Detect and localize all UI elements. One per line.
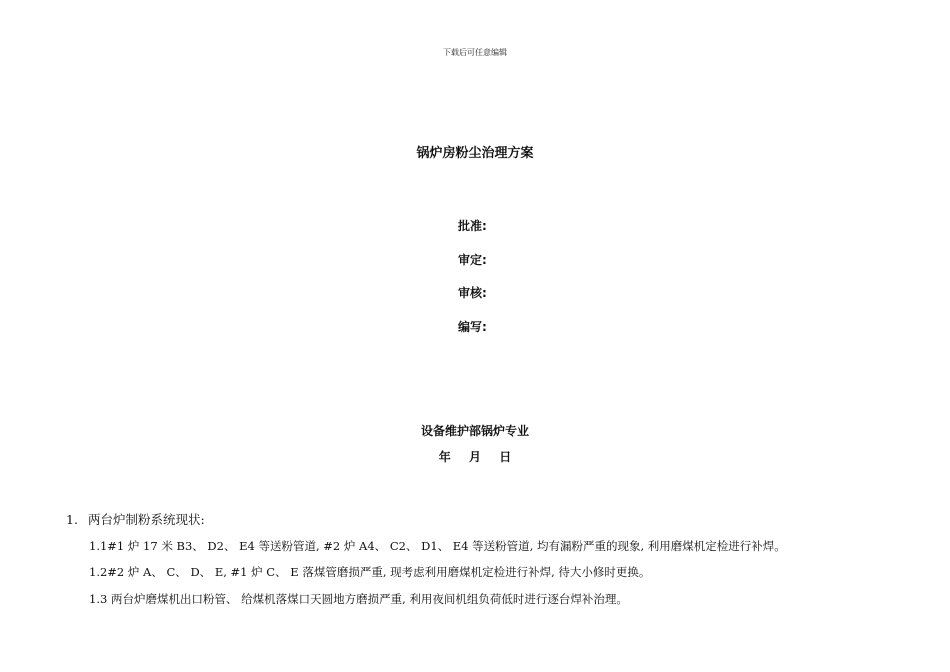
department-name: 设备维护部锅炉专业 xyxy=(420,424,529,438)
header-note: 下载后可任意编辑 xyxy=(443,48,507,57)
document-title: 锅炉房粉尘治理方案 xyxy=(416,146,534,161)
review-label: 审定: xyxy=(458,252,487,267)
list-item: 1.3 两台炉磨煤机出口粉管、 给煤机落煤口天圆地方磨损严重, 利用夜间机组负荷低时进行逐台焊补治理。 xyxy=(89,592,628,606)
list-item: 1.2#2 炉 A、 C、 D、 E, #1 炉 C、 E 落煤管磨损严重, 现考虑利用磨煤机定检进行补焊, 待大小修时更换。 xyxy=(89,565,651,579)
date-day: 日 xyxy=(499,450,512,464)
date-year: 年 xyxy=(438,450,451,464)
signature-block xyxy=(458,218,658,352)
author-label: 编写: xyxy=(458,319,487,334)
approve-label: 批准: xyxy=(458,219,487,233)
check-label: 审核: xyxy=(458,286,487,300)
section-number: 1. xyxy=(66,512,78,527)
section-title: 两台炉制粉系统现状: xyxy=(88,512,205,527)
date-line xyxy=(0,448,950,465)
date-month: 月 xyxy=(468,450,481,464)
section-heading xyxy=(66,510,205,528)
list-item: 1.1#1 炉 17 米 B3、 D2、 E4 等送粉管道, #2 炉 A4、 C2、 D1、 E4 等送粉管道, 均有漏粉严重的现象, 利用磨煤机定检进行补焊。 xyxy=(89,539,786,553)
